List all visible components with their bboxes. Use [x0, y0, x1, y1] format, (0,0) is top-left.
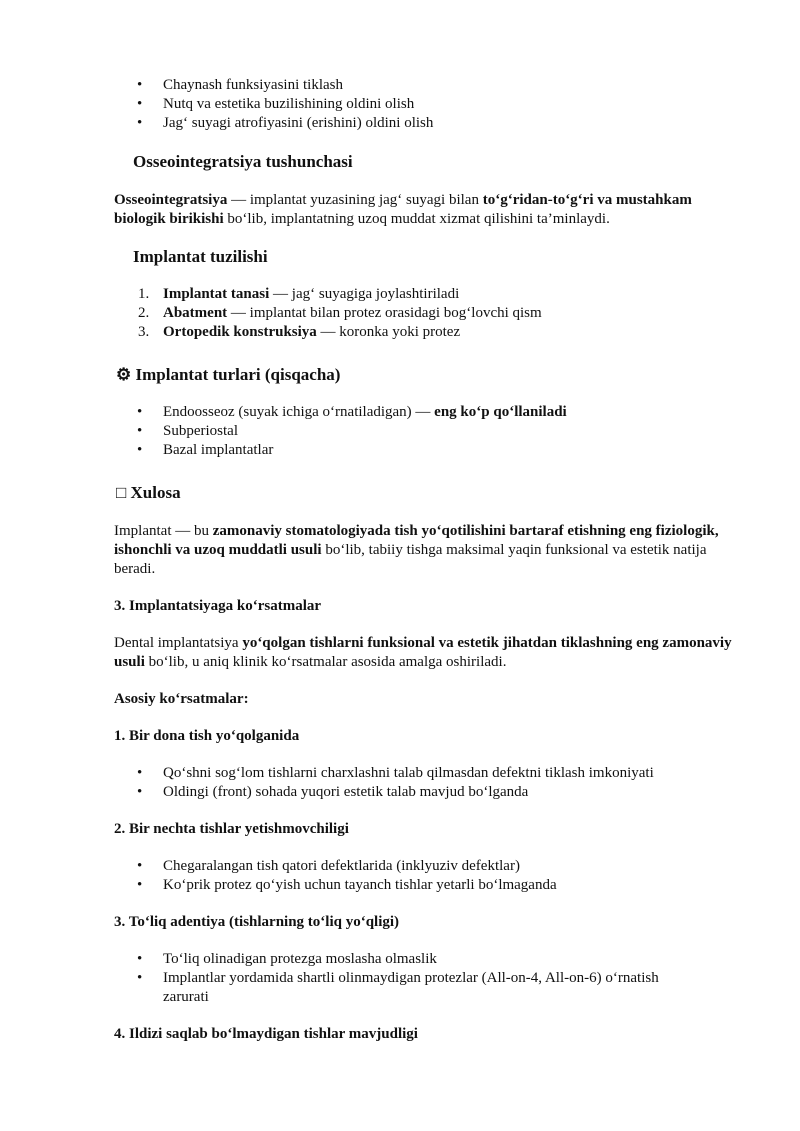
indication-4-title: 4. Ildizi saqlab bo‘lmaydigan tishlar mavjudligi	[114, 1026, 418, 1042]
indication-1-list	[114, 764, 744, 802]
bullet-icon: •	[137, 858, 143, 874]
indication-2-title: 2. Bir nechta tishlar yetishmovchiligi	[114, 821, 349, 837]
bullet-icon: •	[137, 423, 143, 439]
asosiy-title: Asosiy ko‘rsatmalar:	[114, 691, 249, 707]
bullet-icon: •	[137, 77, 143, 93]
paragraph-xulosa: Implantat — bu zamonaviy stomatologiyada tish yo‘qotilishini bartaraf etishning eng fiziologik, ishonchli va uzoq muddatli usuli bo‘lib, tabiiy tishga maksimal yaqin funksional va estetik natija beradi.	[114, 523, 719, 577]
indication-3-list	[114, 950, 744, 1007]
heading-implantat-turlari: ⚙ Implantat turlari (qisqacha)	[116, 365, 341, 384]
structure-list	[114, 285, 744, 342]
list-item: • Endoosseoz (suyak ichiga o‘rnatiladigan) — eng ko‘p qo‘llaniladi	[137, 404, 567, 420]
list-item: • Qo‘shni sog‘lom tishlarni charxlashni talab qilmasdan defektni tiklash imkoniyati	[137, 765, 654, 781]
list-item: • Bazal implantatlar	[137, 442, 274, 458]
bullet-icon: •	[137, 765, 143, 781]
list-item: • Oldingi (front) sohada yuqori estetik talab mavjud bo‘lganda	[137, 784, 529, 800]
list-item: • Chegaralangan tish qatori defektlarida (inklyuziv defektlar)	[137, 858, 520, 874]
box-icon: □	[116, 483, 127, 502]
indication-1-title: 1. Bir dona tish yo‘qolganida	[114, 728, 300, 744]
paragraph-osseointegratsiya: Osseointegratsiya — implantat yuzasining jag‘ suyagi bilan to‘g‘ridan-to‘g‘ri va mustahkam biologik birikishi bo‘lib, implantatning uzoq muddat xizmat qilishini ta’minlaydi.	[114, 192, 692, 227]
bullet-icon: •	[137, 115, 143, 131]
list-item: • Chaynash funksiyasini tiklash	[137, 77, 343, 93]
bullet-icon: •	[137, 404, 143, 420]
indication-2-list	[114, 857, 744, 895]
heading-osseointegratsiya: Osseointegratsiya tushunchasi	[133, 152, 353, 171]
bullet-icon: •	[137, 442, 143, 458]
list-item: 2. Abatment — implantat bilan protez orasidagi bog‘lovchi qism	[138, 305, 542, 321]
heading-implantat-tuzilishi: Implantat tuzilishi	[133, 247, 268, 266]
list-item: • Implantlar yordamida shartli olinmaydigan protezlar (All-on-4, All-on-6) o‘rnatish zarurati	[137, 970, 659, 1005]
gear-icon: ⚙	[116, 365, 132, 384]
benefits-list	[114, 76, 744, 133]
list-item: • Jag‘ suyagi atrofiyasini (erishini) oldini olish	[137, 115, 434, 131]
heading-xulosa: □ Xulosa	[116, 483, 181, 502]
list-item: • To‘liq olinadigan protezga moslasha olmaslik	[137, 951, 437, 967]
bullet-icon: •	[137, 970, 143, 986]
list-item: • Subperiostal	[137, 423, 238, 439]
list-item: 1. Implantat tanasi — jag‘ suyagiga joylashtiriladi	[138, 286, 460, 302]
list-item: • Ko‘prik protez qo‘yish uchun tayanch tishlar yetarli bo‘lmaganda	[137, 877, 557, 893]
list-item: 3. Ortopedik konstruksiya — koronka yoki protez	[138, 324, 461, 340]
section-3-title: 3. Implantatsiyaga ko‘rsatmalar	[114, 598, 322, 614]
list-item: • Nutq va estetika buzilishining oldini olish	[137, 96, 415, 112]
bullet-icon: •	[137, 784, 143, 800]
bullet-icon: •	[137, 877, 143, 893]
bullet-icon: •	[137, 951, 143, 967]
bullet-icon: •	[137, 96, 143, 112]
paragraph-dental: Dental implantatsiya yo‘qolgan tishlarni funksional va estetik jihatdan tiklashning eng zamonaviy usuli bo‘lib, u aniq klinik ko‘rsatmalar asosida amalga oshiriladi.	[114, 635, 732, 670]
indication-3-title: 3. To‘liq adentiya (tishlarning to‘liq yo‘qligi)	[114, 914, 400, 930]
types-list	[114, 403, 744, 460]
